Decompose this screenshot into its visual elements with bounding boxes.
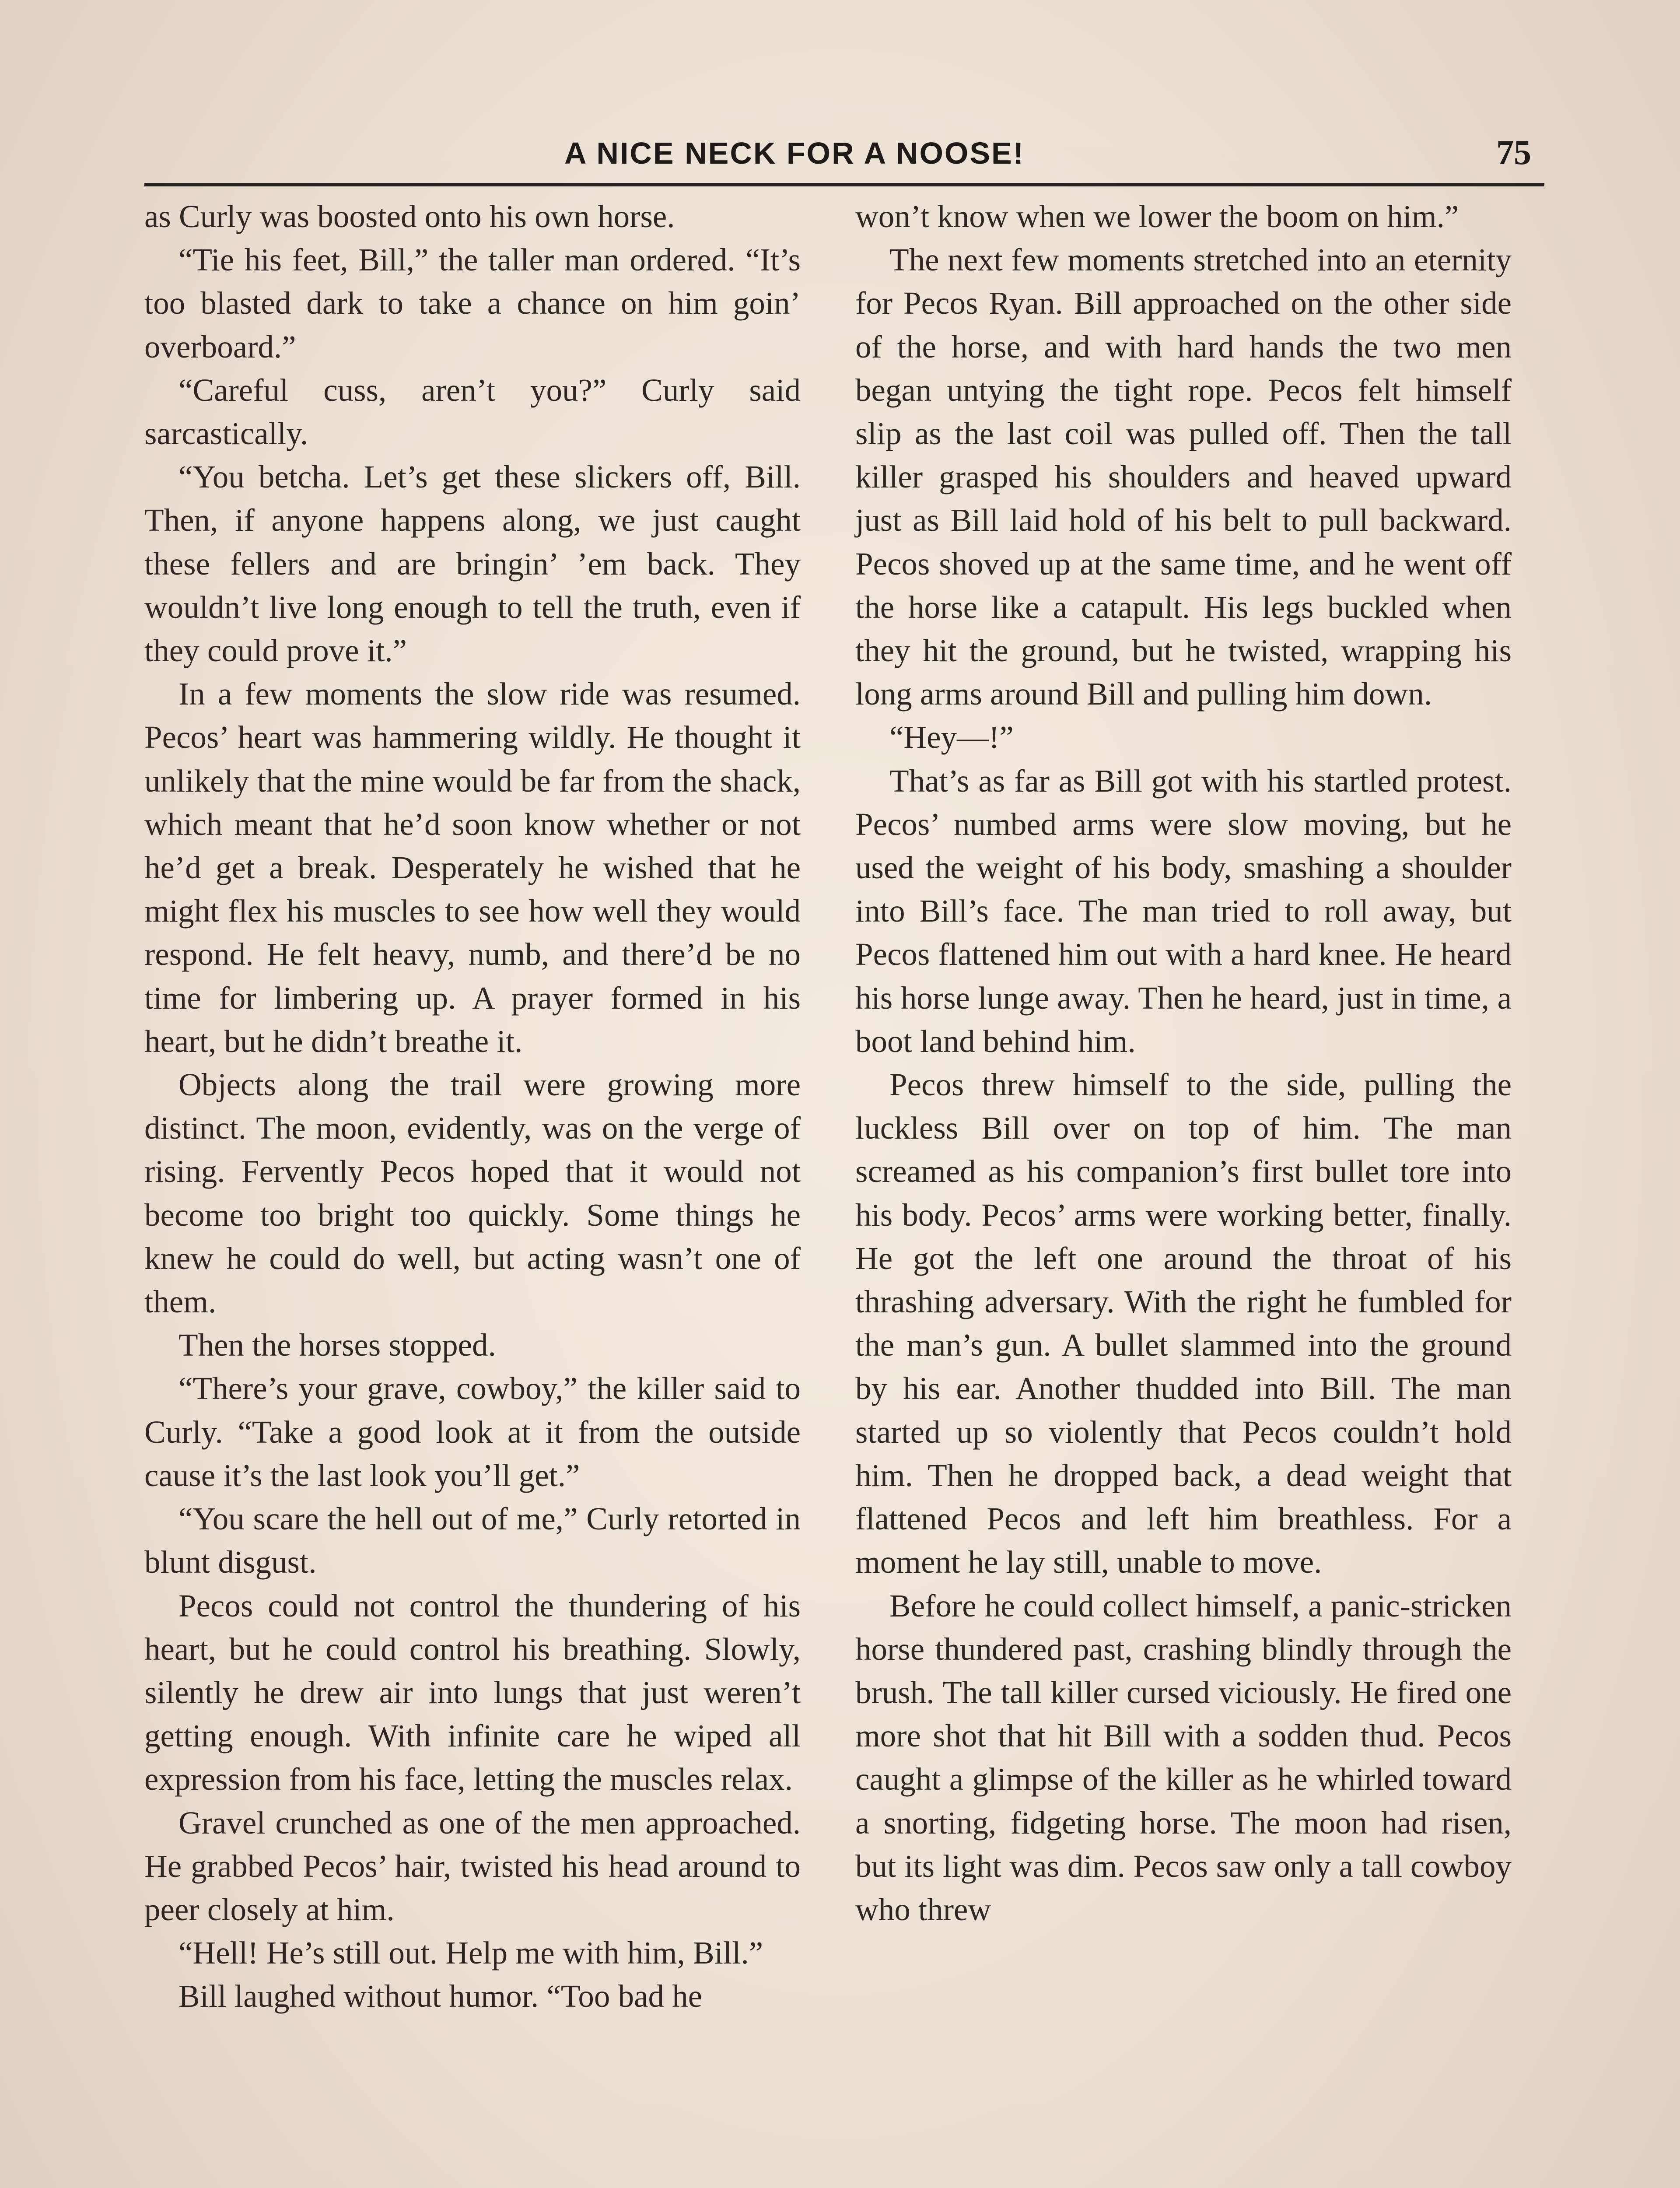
paragraph: “Hell! He’s still out. Help me with him, Bill.” xyxy=(178,1935,763,1971)
paragraph: In a few moments the slow ride was resumed. Pecos’ heart was hammering wildly. He thought it unlikely that the mine would be far from the shack, which meant that he’d soon know whether or not he’d get a break. Desperately he wished that he might flex his muscles to see how well they would respond. He felt heavy, numb, and there’d be no time for limbering up. A prayer formed in his heart, but he didn’t breathe it. xyxy=(144,676,801,1059)
paragraph: “Careful cuss, aren’t you?” Curly said sarcastically. xyxy=(144,372,801,452)
paragraph: Objects along the trail were growing more distinct. The moon, evidently, was on the verge of rising. Fervently Pecos hoped that it would not become too bright too quickly. Some things he knew he could do well, but acting wasn’t one of them. xyxy=(144,1067,801,1320)
running-title: A NICE NECK FOR A NOOSE! xyxy=(564,136,1025,170)
paragraph: Gravel crunched as one of the men approached. He grabbed Pecos’ hair, twisted his head around to peer closely at him. xyxy=(144,1805,801,1927)
paragraph: Before he could collect himself, a panic-stricken horse thundered past, crashing blindly through the brush. The tall killer cursed viciously. He fired one more shot that hit Bill with a sodden thud. Pecos caught a glimpse of the killer as he whirled toward a snorting, fidgeting horse. The moon had risen, but its light was dim. Pecos saw only a tall cowboy who threw xyxy=(855,1588,1512,1927)
page-number: 75 xyxy=(1496,133,1531,172)
page-header xyxy=(144,127,1544,188)
paragraph: won’t know when we lower the boom on him.” xyxy=(855,199,1459,234)
paragraph: “You scare the hell out of me,” Curly retorted in blunt disgust. xyxy=(144,1501,801,1580)
right-text-column xyxy=(855,195,1512,1931)
paragraph: “You betcha. Let’s get these slickers off, Bill. Then, if anyone happens along, we just caught these fellers and are bringin’ ’em back. They wouldn’t live long enough to tell the truth, even if they could prove it.” xyxy=(144,459,801,669)
paragraph: That’s as far as Bill got with his startled protest. Pecos’ numbed arms were slow moving, but he used the weight of his body, smashing a shoulder into Bill’s face. The man tried to roll away, but Pecos flattened him out with a hard knee. He heard his horse lunge away. Then he heard, just in time, a boot land behind him. xyxy=(855,763,1512,1059)
paragraph: Pecos threw himself to the side, pulling the luckless Bill over on top of him. The man screamed as his companion’s first bullet tore into his body. Pecos’ arms were working better, finally. He got the left one around the throat of his thrashing adversary. With the right he fumbled for the man’s gun. A bullet slammed into the ground by his ear. Another thudded into Bill. The man started up so violently that Pecos couldn’t hold him. Then he dropped back, a dead weight that flattened Pecos and left him breathless. For a moment he lay still, unable to move. xyxy=(855,1067,1512,1580)
paragraph: Then the horses stopped. xyxy=(178,1327,496,1363)
paragraph: Bill laughed without humor. “Too bad he xyxy=(178,1978,703,2014)
paragraph: Pecos could not control the thundering of his heart, but he could control his breathing. Slowly, silently he drew air into lungs that just weren’t getting enough. With infinite care he wiped all expression from his face, letting the muscles relax. xyxy=(144,1588,801,1797)
paragraph: “Hey—!” xyxy=(889,719,1014,755)
paragraph: “Tie his feet, Bill,” the taller man ordered. “It’s too blasted dark to take a chance on him goin’ overboard.” xyxy=(144,242,801,365)
header-rule xyxy=(144,183,1544,186)
paragraph: “There’s your grave, cowboy,” the killer said to Curly. “Take a good look at it from the outside cause it’s the last look you’ll get.” xyxy=(144,1371,801,1493)
paragraph: as Curly was boosted onto his own horse. xyxy=(144,199,675,234)
left-text-column xyxy=(144,195,801,2018)
paragraph: The next few moments stretched into an eternity for Pecos Ryan. Bill approached on the other side of the horse, and with hard hands the two men began untying the tight rope. Pecos felt himself slip as the last coil was pulled off. Then the tall killer grasped his shoulders and heaved upward just as Bill laid hold of his belt to pull backward. Pecos shoved up at the same time, and he went off the horse like a catapult. His legs buckled when they hit the ground, but he twisted, wrapping his long arms around Bill and pulling him down. xyxy=(855,242,1512,712)
